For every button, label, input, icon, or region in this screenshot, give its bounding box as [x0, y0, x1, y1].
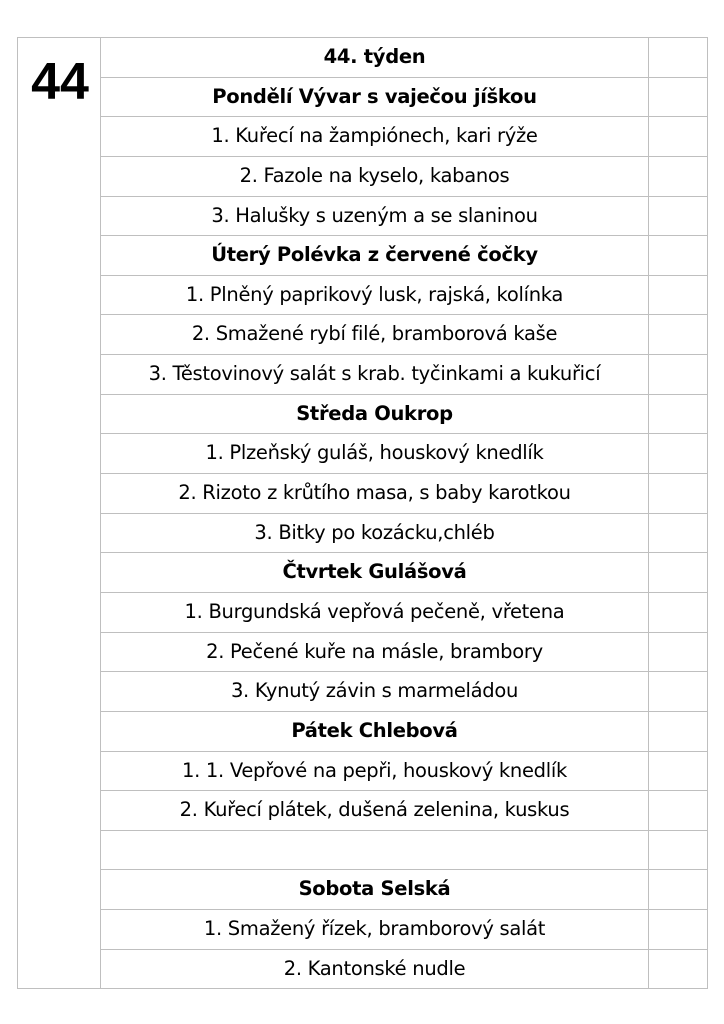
menu-heading-row	[101, 78, 708, 118]
menu-heading-row	[101, 553, 708, 593]
empty-side-cell	[649, 712, 708, 751]
menu-item-text: 2. Rizoto z krůtího masa, s baby karotkou	[101, 474, 649, 513]
menu-heading-text: Čtvrtek Gulášová	[101, 553, 649, 592]
menu-item-text	[101, 831, 649, 870]
menu-item-text: 2. Kuřecí plátek, dušená zelenina, kuskus	[101, 791, 649, 830]
menu-item-row	[101, 276, 708, 316]
menu-item-text: 3. Halušky s uzeným a se slaninou	[101, 197, 649, 236]
empty-side-cell	[649, 38, 708, 77]
empty-side-cell	[649, 434, 708, 473]
menu-item-text: 3. Kynutý závin s marmeládou	[101, 672, 649, 711]
empty-side-cell	[649, 276, 708, 315]
empty-side-cell	[649, 395, 708, 434]
empty-side-cell	[649, 474, 708, 513]
menu-item-text: 1. Smažený řízek, bramborový salát	[101, 910, 649, 949]
menu-heading-row	[101, 236, 708, 276]
menu-heading-row	[101, 712, 708, 752]
menu-heading-text: 44. týden	[101, 38, 649, 77]
empty-side-cell	[649, 236, 708, 275]
menu-item-row	[101, 315, 708, 355]
menu-item-text: 1. Burgundská vepřová pečeně, vřetena	[101, 593, 649, 632]
empty-side-cell	[649, 197, 708, 236]
empty-side-cell	[649, 633, 708, 672]
menu-item-row	[101, 117, 708, 157]
menu-item-row	[101, 950, 708, 990]
menu-item-text: 2. Smažené rybí filé, bramborová kaše	[101, 315, 649, 354]
menu-item-text: 2. Fazole na kyselo, kabanos	[101, 157, 649, 196]
empty-side-cell	[649, 831, 708, 870]
menu-item-text: 3. Bitky po kozácku,chléb	[101, 514, 649, 553]
week-number-cell	[17, 37, 101, 989]
menu-item-row	[101, 672, 708, 712]
menu-item-row	[101, 157, 708, 197]
empty-side-cell	[649, 78, 708, 117]
menu-item-text: 1. 1. Vepřové na pepři, houskový knedlík	[101, 752, 649, 791]
menu-item-text: 1. Plněný paprikový lusk, rajská, kolínka	[101, 276, 649, 315]
week-number: 44	[31, 53, 89, 111]
menu-heading-text: Sobota Selská	[101, 870, 649, 909]
menu-heading-row	[101, 870, 708, 910]
empty-side-cell	[649, 593, 708, 632]
menu-heading-text: Úterý Polévka z červené čočky	[101, 236, 649, 275]
empty-side-cell	[649, 950, 708, 989]
menu-item-row	[101, 434, 708, 474]
menu-item-row	[101, 910, 708, 950]
menu-item-row	[101, 474, 708, 514]
menu-item-text: 1. Kuřecí na žampiónech, kari rýže	[101, 117, 649, 156]
empty-side-cell	[649, 672, 708, 711]
empty-side-cell	[649, 315, 708, 354]
menu-heading-row	[101, 395, 708, 435]
menu-item-row	[101, 355, 708, 395]
menu-item-row	[101, 633, 708, 673]
menu-item-row	[101, 593, 708, 633]
empty-side-cell	[649, 752, 708, 791]
empty-side-cell	[649, 553, 708, 592]
empty-side-cell	[649, 791, 708, 830]
empty-side-cell	[649, 870, 708, 909]
menu-item-text: 2. Kantonské nudle	[101, 950, 649, 989]
empty-side-cell	[649, 355, 708, 394]
menu-heading-text: Pondělí Vývar s vaječou jíškou	[101, 78, 649, 117]
menu-item-text: 2. Pečené kuře na másle, brambory	[101, 633, 649, 672]
menu-heading-text: Pátek Chlebová	[101, 712, 649, 751]
weekly-menu-table	[17, 37, 708, 989]
menu-item-text: 1. Plzeňský guláš, houskový knedlík	[101, 434, 649, 473]
empty-side-cell	[649, 117, 708, 156]
empty-side-cell	[649, 910, 708, 949]
empty-side-cell	[649, 514, 708, 553]
menu-item-row	[101, 791, 708, 831]
menu-item-row	[101, 514, 708, 554]
menu-heading-text: Středa Oukrop	[101, 395, 649, 434]
menu-item-row	[101, 752, 708, 792]
menu-item-text: 3. Těstovinový salát s krab. tyčinkami a kukuřicí	[101, 355, 649, 394]
empty-side-cell	[649, 157, 708, 196]
menu-item-row	[101, 197, 708, 237]
menu-heading-row	[101, 38, 708, 78]
menu-rows	[101, 37, 708, 989]
menu-item-row	[101, 831, 708, 871]
